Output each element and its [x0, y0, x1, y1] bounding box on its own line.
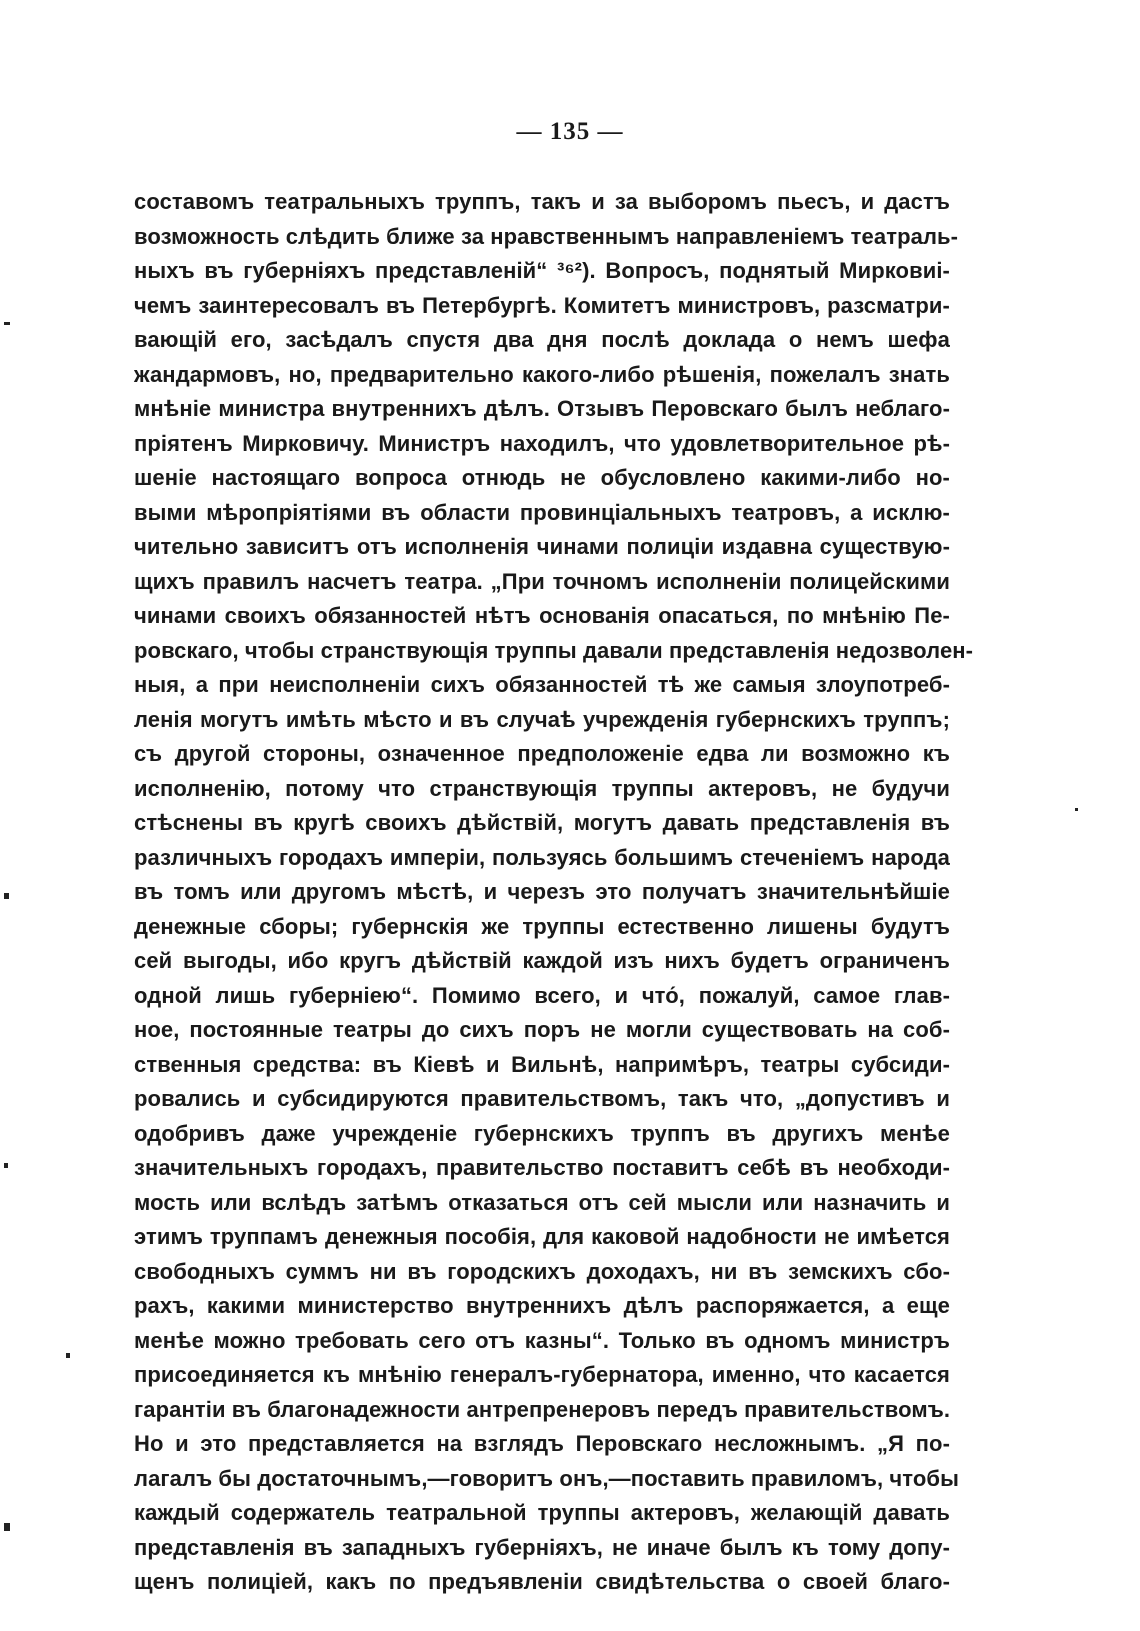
text-line: мость или вслѣдъ затѣмъ отказаться отъ сей мысли или назначить и	[134, 1189, 950, 1215]
text-line: ственныя средства: въ Кіевѣ и Вильнѣ, напримѣръ, театры субсиди-	[134, 1051, 950, 1077]
text-line: этимъ труппамъ денежныя пособія, для каковой надобности не имѣется	[134, 1224, 950, 1249]
text-line: шеніе настоящаго вопроса отнюдь не обусловлено какими-либо но-	[134, 465, 950, 490]
text-line: различныхъ городахъ имперіи, пользуясь большимъ стеченіемъ народа	[134, 844, 950, 870]
text-line: присоединяется къ мнѣнію генералъ-губернатора, именно, что касается	[134, 1362, 950, 1387]
text-line: пріятенъ Мирковичу. Министръ находилъ, что удовлетворительное рѣ-	[134, 430, 950, 456]
scan-mark	[66, 1353, 70, 1358]
text-line: въ томъ или другомъ мѣстѣ, и черезъ это получатъ значительнѣйшіе	[134, 879, 950, 904]
body-text	[134, 185, 974, 1600]
text-line: менѣе можно требовать сего отъ казны“. Только въ одномъ министръ	[134, 1327, 950, 1353]
text-line: значительныхъ городахъ, правительство поставитъ себѣ въ необходи-	[134, 1155, 950, 1180]
text-line: возможность слѣдить ближе за нравственнымъ направленіемъ театраль-	[134, 223, 959, 249]
text-line: стѣснены въ кругѣ своихъ дѣйствій, могутъ давать представленія въ	[134, 810, 950, 835]
text-line: ное, постоянные театры до сихъ поръ не могли существовать на соб-	[134, 1017, 950, 1042]
text-line: вающій его, засѣдалъ спустя два дня послѣ доклада о немъ шефа	[134, 327, 950, 352]
text-line: одобривъ даже учрежденіе губернскихъ труппъ въ другихъ менѣе	[134, 1120, 950, 1146]
text-line: каждый содержатель театральной труппы актеровъ, желающій давать	[134, 1500, 950, 1525]
text-line: лагалъ бы достаточнымъ,—говоритъ онъ,—поставить правиломъ, чтобы	[134, 1465, 959, 1491]
text-line: щихъ правилъ насчетъ театра. „При точномъ исполненіи полицейскими	[134, 568, 950, 594]
text-line: съ другой стороны, означенное предположеніе едва ли возможно къ	[134, 741, 950, 766]
scan-mark	[4, 1163, 8, 1168]
text-line: ровались и субсидируются правительствомъ, такъ что, „допустивъ и	[134, 1086, 950, 1111]
text-line: составомъ театральныхъ труппъ, такъ и за выборомъ пьесъ, и дастъ	[134, 189, 950, 214]
text-line: чинами своихъ обязанностей нѣтъ основанія опасаться, по мнѣнію Пе-	[134, 603, 950, 628]
text-line: свободныхъ суммъ ни въ городскихъ доходахъ, ни въ земскихъ сбо-	[134, 1258, 950, 1284]
text-line: одной лишь губерніею“. Помимо всего, и что́, пожалуй, самое глав-	[134, 982, 950, 1008]
text-line: ныя, а при неисполненіи сихъ обязанностей тѣ же самыя злоупотреб-	[134, 672, 950, 697]
text-line: Но и это представляется на взглядъ Перовскаго несложнымъ. „Я по-	[134, 1431, 950, 1456]
page-number: — 135 —	[516, 118, 624, 145]
text-line: представленія въ западныхъ губерніяхъ, не иначе былъ къ тому допу-	[134, 1534, 950, 1560]
text-line: выми мѣропріятіями въ области провинціальныхъ театровъ, а исклю-	[134, 499, 950, 525]
text-line: жандармовъ, но, предварительно какого-либо рѣшенія, пожелалъ знать	[134, 361, 950, 387]
text-line: рахъ, какими министерство внутреннихъ дѣлъ распоряжается, а еще	[134, 1293, 950, 1318]
text-line: щенъ полиціей, какъ по предъявленіи свидѣтельства о своей благо-	[134, 1569, 950, 1594]
text-line: чительно зависитъ отъ исполненія чинами полиціи издавна существую-	[134, 534, 950, 559]
text-line: денежные сборы; губернскія же труппы естественно лишены будутъ	[134, 913, 950, 939]
text-line: ленія могутъ имѣть мѣсто и въ случаѣ учрежденія губернскихъ труппъ;	[134, 706, 950, 732]
scan-mark	[1075, 808, 1078, 811]
text-line: ровскаго, чтобы странствующія труппы давали представленія недозволен-	[134, 637, 974, 663]
text-line: сей выгоды, ибо кругъ дѣйствій каждой изъ нихъ будетъ ограниченъ	[134, 948, 950, 973]
scan-mark	[4, 322, 10, 325]
text-line: чемъ заинтересовалъ въ Петербургѣ. Комитетъ министровъ, разсматри-	[134, 292, 950, 318]
text-line: мнѣніе министра внутреннихъ дѣлъ. Отзывъ Перовскаго былъ неблаго-	[134, 396, 950, 421]
text-line: гарантіи въ благонадежности антрепренеровъ передъ правительствомъ.	[134, 1396, 951, 1422]
scan-mark	[4, 893, 9, 899]
text-line: ныхъ въ губерніяхъ представленій“ ³⁶²). Вопросъ, поднятый Мирковиі-	[134, 258, 950, 283]
text-line: исполненію, потому что странствующія труппы актеровъ, не будучи	[134, 775, 950, 801]
scan-mark	[4, 1523, 10, 1531]
